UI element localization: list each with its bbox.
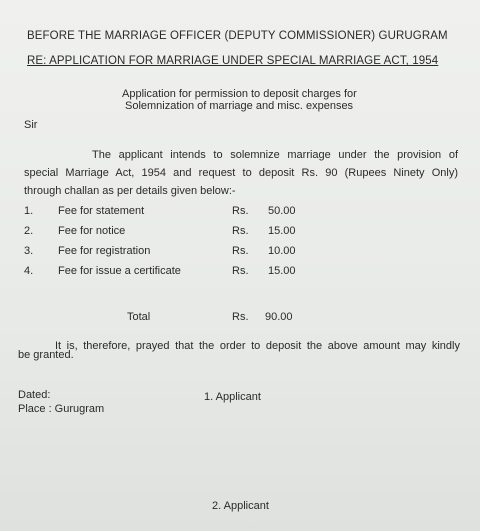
fee-number: 2. — [24, 225, 34, 237]
subject-line-2: Solemnization of marriage and misc. expenses — [125, 100, 354, 112]
body-line-3: through challan as per details given below:- — [24, 185, 236, 197]
total-row — [0, 311, 480, 325]
fee-currency: Rs. — [232, 245, 249, 257]
fee-number: 1. — [24, 205, 34, 217]
fee-currency: Rs. — [232, 205, 249, 217]
fee-label: Fee for registration — [58, 245, 151, 257]
fee-row — [0, 225, 480, 239]
reference-heading: RE: APPLICATION FOR MARRIAGE UNDER SPECIAL MARRIAGE ACT, 1954 — [27, 55, 439, 67]
fee-currency: Rs. — [232, 225, 249, 237]
salutation: Sir — [24, 119, 38, 131]
fee-number: 3. — [24, 245, 34, 257]
fee-row — [0, 205, 480, 219]
prayer-line-1: It is, therefore, prayed that the order to deposit the above amount may kindly — [55, 340, 460, 352]
fee-label: Fee for issue a certificate — [58, 265, 181, 277]
fee-row — [0, 265, 480, 279]
prayer-line-2: be granted. — [18, 349, 74, 361]
court-heading: BEFORE THE MARRIAGE OFFICER (DEPUTY COMMISSIONER) GURUGRAM — [27, 30, 448, 42]
total-currency: Rs. — [232, 311, 249, 323]
fee-label: Fee for statement — [58, 205, 145, 217]
applicant-1-signature-line: 1. Applicant — [204, 391, 261, 403]
dated-label: Dated: — [18, 389, 51, 401]
total-label: Total — [127, 311, 151, 323]
fee-label: Fee for notice — [58, 225, 126, 237]
fee-row — [0, 245, 480, 259]
subject-line-1: Application for permission to deposit charges for — [122, 88, 357, 100]
fee-amount: 15.00 — [268, 225, 296, 237]
fee-amount: 15.00 — [268, 265, 296, 277]
applicant-2-signature-line: 2. Applicant — [212, 500, 269, 512]
body-line-2: special Marriage Act, 1954 and request to deposit Rs. 90 (Rupees Ninety Only) — [24, 167, 458, 179]
place-label: Place : Gurugram — [18, 403, 105, 415]
fee-currency: Rs. — [232, 265, 249, 277]
body-line-1: The applicant intends to solemnize marriage under the provision of — [92, 149, 458, 161]
fee-amount: 50.00 — [268, 205, 296, 217]
fee-number: 4. — [24, 265, 34, 277]
fee-amount: 10.00 — [268, 245, 296, 257]
total-amount: 90.00 — [265, 311, 293, 323]
